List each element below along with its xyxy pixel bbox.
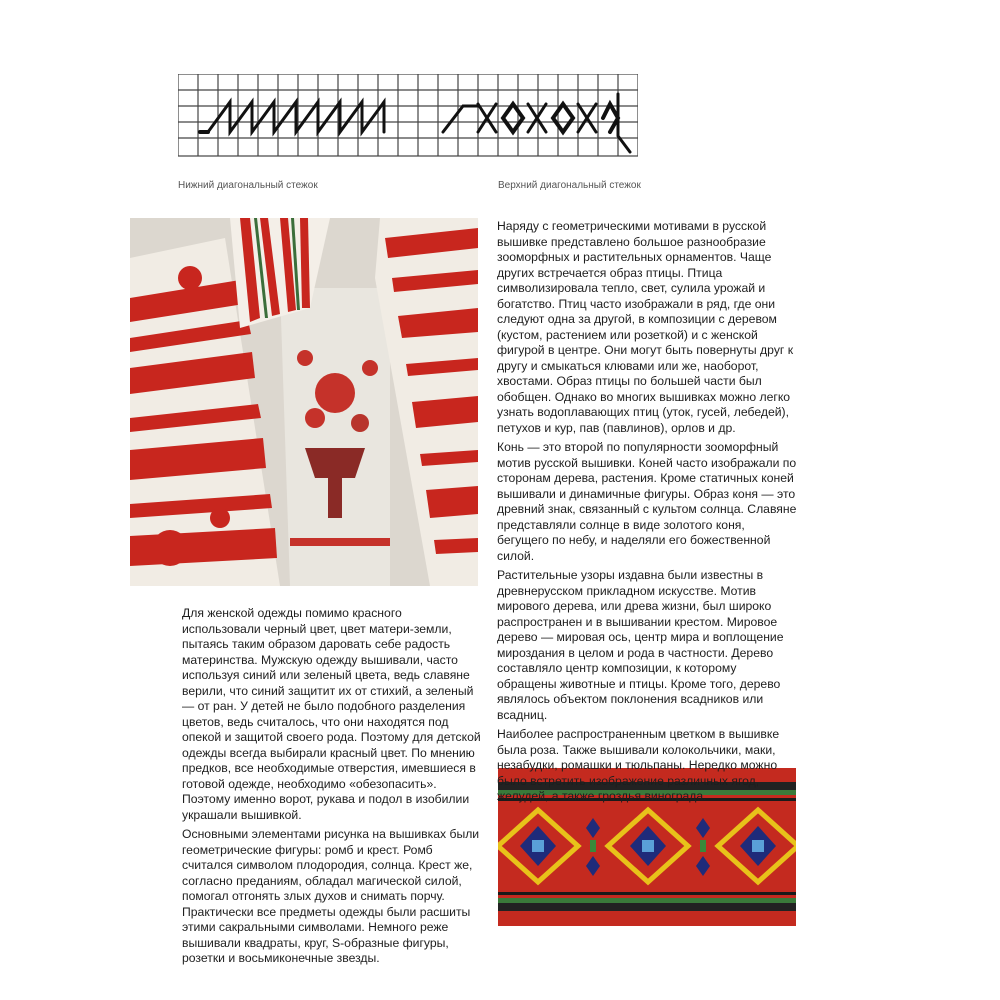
left-text-column bbox=[182, 606, 482, 971]
paragraph-colors: Для женской одежды помимо красного использовали черный цвет, цвет матери-земли, пытаясь таким образом даровать себе радость материнства. Мужскую одежду вышивали, часто используя синий или зеленый цвета, ведь славяне верили, что синий защитит их от стихий, а зеленый — от ран. У детей не было подобного разделения цветов, ведь считалось, что они находятся под опекой и защитой своего рода. Поэтому для детской одежды всегда выбирали красный цвет. По мнению предков, все необходимые отверстия, имевшиеся в готовой одежде, необходимо «обезопасить». Поэтому именно ворот, рукава и подол в изобилии украшали вышивкой. bbox=[182, 606, 481, 822]
paragraph-shapes: Основными элементами рисунка на вышивках были геометрические фигуры: ромб и крест. Ромб считался символом плодородия, солнца. Крест же, согласно преданиям, обладал магической силой, помогал отгонять злых духов и снимать порчу. Практически все предметы одежды были расшиты этими сакральными символами. Немного реже вышивали квадраты, круг, S-образные фигуры, розетки и восьмиконечные звезды. bbox=[182, 827, 480, 965]
paragraph-flowers: Наиболее распространенным цветком в вышивке была роза. Также вышивали колокольчики, маки, незабудки, ромашки и тюльпаны. Нередко можно было встретить изображение различных ягод, желудей, а также гроздья винограда. bbox=[497, 727, 780, 803]
towels-photo bbox=[130, 218, 478, 586]
paragraph-birds: Наряду с геометрическими мотивами в русской вышивке представлено большое разнообразие зооморфных и растительных орнаментов. Чаще других встречается образ птицы. Птица символизировала тепло, свет, сулила урожай и богатство. Птиц часто изображали в ряд, где они следуют одна за другой, в композиции с деревом (кустом, растением или розеткой) и с женской фигурой в центре. Они могут быть повернуты друг к другу и смыкаться клювами или же, наоборот, хвостами. Образ птицы по большей части был обобщен. Однако во многих вышивках можно легко узнать водоплавающих птиц (уток, гусей, лебедей), петухов и кур, пав (павлинов), орлов и др. bbox=[497, 219, 794, 435]
stitch-diagram bbox=[178, 74, 638, 174]
paragraph-plants: Растительные узоры издавна были известны в древнерусском прикладном искусстве. Мотив мирового дерева, или древа жизни, был широко распространен и в вышивании крестом. Мировое дерево — мировая ось, центр мира и воплощение мироздания в целом и рода в частности. Дерево составляло центр композиции, к которому обращены животные и птицы. Кроме того, дерево являлось объектом поклонения всадников или всадниц. bbox=[497, 568, 784, 722]
upper-stitch-pattern bbox=[443, 94, 630, 152]
lower-stitch-caption: Нижний диагональный стежок bbox=[178, 180, 318, 191]
center-cloth bbox=[280, 288, 390, 586]
right-text-column bbox=[497, 219, 799, 809]
upper-stitch-caption: Верхний диагональный стежок bbox=[498, 180, 641, 191]
paragraph-horse: Конь — это второй по популярности зооморфный мотив русской вышивки. Коней часто изображали по сторонам дерева, растения. Кроме статичных коней вышивали и динамичные фигуры. Образ коня — это древний знак, связанный с культом солнца. Славяне представляли солнце в виде золотого коня, бегущего по небу, и наделяли его божественной силой. bbox=[497, 440, 797, 563]
